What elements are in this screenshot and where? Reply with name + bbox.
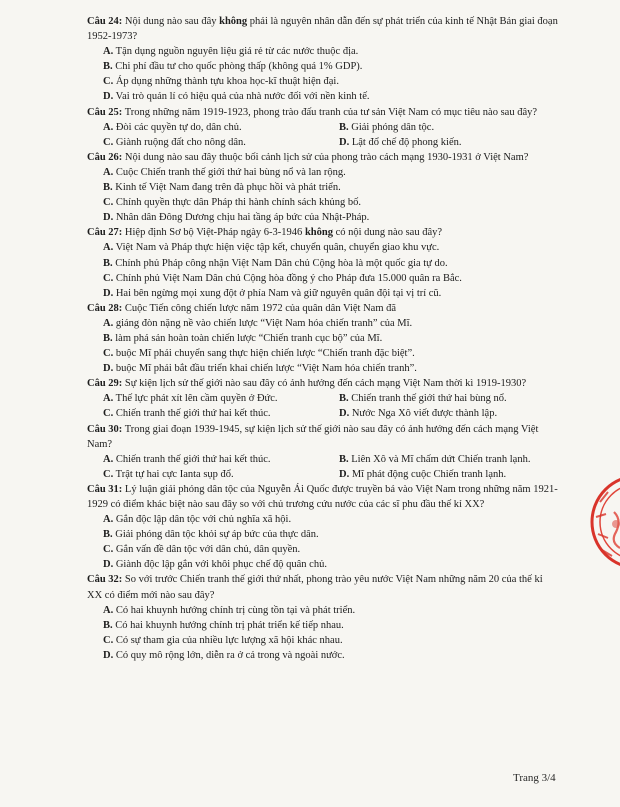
option-text: Đòi các quyền tự do, dân chủ. — [113, 121, 242, 133]
option-row — [87, 406, 559, 421]
answer-option — [87, 542, 559, 557]
answer-option — [87, 361, 559, 376]
answer-option — [87, 467, 323, 482]
option-row — [87, 135, 559, 150]
option-text: Gắn độc lập dân tộc với chủ nghĩa xã hội. — [113, 514, 292, 526]
option-text: Liên Xô và Mĩ chấm dứt Chiến tranh lạnh. — [348, 453, 531, 465]
answer-option — [87, 618, 559, 633]
question-number: Câu 25: — [87, 106, 123, 118]
option-text: Chính phủ Pháp công nhận Việt Nam Dân chủ Cộng hòa là một quốc gia tự do. — [112, 257, 448, 269]
option-text: Việt Nam và Pháp thực hiện việc tập kết, chuyển quân, chuyển giao khu vực. — [113, 242, 440, 254]
answer-option — [323, 391, 559, 406]
answer-option — [87, 557, 559, 572]
option-text: Kinh tế Việt Nam đang trên đà phục hồi và phát triển. — [112, 182, 341, 194]
option-letter: B. — [339, 393, 349, 405]
answer-option — [87, 271, 559, 286]
answer-option — [323, 135, 559, 150]
option-text: Giành ruộng đất cho nông dân. — [113, 136, 246, 148]
emphasis-text: không — [219, 16, 248, 27]
red-seal-stamp — [586, 462, 620, 582]
question-text: Lý luận giải phóng dân tộc của Nguyễn Ái Quốc được truyền bá vào Việt Nam trong những năm 1921-1929 có điểm khác biệt nào sau đây so với chủ trương cứu nước của các sĩ phu đầu thế kỉ XX? — [87, 483, 558, 510]
question-number: Câu 31: — [87, 483, 123, 495]
answer-option — [323, 406, 559, 421]
option-letter: D. — [103, 559, 114, 571]
option-letter: C. — [103, 272, 114, 284]
answer-option — [323, 467, 559, 482]
answer-option — [87, 180, 559, 195]
question-text: có nội dung nào sau đây? — [332, 227, 443, 239]
option-text: Nước Nga Xô viết được thành lập. — [349, 408, 498, 420]
option-letter: A. — [103, 317, 114, 329]
seal-graphic — [586, 462, 620, 582]
answer-options — [87, 452, 559, 482]
question-stem — [87, 14, 559, 44]
option-text: Giành độc lập gắn với khôi phục chế độ quân chủ. — [113, 559, 327, 571]
answer-options — [87, 316, 559, 376]
question-32 — [87, 572, 559, 663]
answer-options — [87, 603, 559, 663]
question-stem — [87, 225, 559, 240]
answer-option — [87, 59, 559, 74]
option-letter: D. — [339, 136, 350, 148]
option-text: buộc Mĩ phải bắt đầu triển khai chiến lược “Việt Nam hóa chiến tranh”. — [113, 363, 417, 375]
question-25 — [87, 105, 559, 150]
option-text: Có hai khuynh hướng chính trị cùng tồn tại và phát triển. — [113, 604, 356, 616]
answer-option — [87, 527, 559, 542]
option-letter: B. — [339, 453, 349, 465]
question-text: Sự kiện lịch sử thế giới nào sau đây có ảnh hưởng đến cách mạng Việt Nam thời kì 1919-1930? — [122, 378, 527, 390]
option-letter: C. — [103, 408, 114, 420]
answer-option — [87, 633, 559, 648]
option-text: Giải phóng dân tộc khỏi sự áp bức của thực dân. — [112, 529, 319, 541]
answer-options — [87, 512, 559, 572]
option-letter: B. — [103, 182, 113, 194]
option-text: Cuộc Chiến tranh thế giới thứ hai bùng nổ và lan rộng. — [113, 166, 346, 178]
question-text: Hiệp định Sơ bộ Việt-Pháp ngày 6-3-1946 — [122, 227, 305, 239]
option-letter: B. — [103, 332, 113, 344]
question-stem — [87, 482, 559, 512]
answer-option — [87, 135, 323, 150]
answer-option — [87, 256, 559, 271]
question-27 — [87, 225, 559, 300]
question-text: Trong những năm 1919-1923, phong trào đấu tranh của tư sản Việt Nam có mục tiêu nào sau đây? — [122, 106, 538, 118]
answer-option — [323, 120, 559, 135]
option-text: Chính phủ Việt Nam Dân chủ Cộng hòa đồng ý cho Pháp đưa 15.000 quân ra Bắc. — [113, 272, 462, 284]
question-30 — [87, 422, 559, 482]
question-28 — [87, 301, 559, 376]
option-text: Có quy mô rộng lớn, diễn ra ở cả trong và ngoài nước. — [113, 649, 345, 661]
answer-options — [87, 240, 559, 300]
question-text: Nội dung nào sau đây thuộc bối cảnh lịch sử của phong trào cách mạng 1930-1931 ở Việt Nam? — [122, 151, 529, 163]
option-text: Giải phóng dân tộc. — [348, 121, 435, 133]
answer-options — [87, 391, 559, 421]
option-text: Chiến tranh thế giới thứ hai kết thúc. — [113, 408, 271, 420]
option-letter: B. — [103, 619, 113, 631]
option-letter: C. — [103, 544, 114, 556]
option-text: Trật tự hai cực Ianta sụp đổ. — [113, 468, 234, 480]
question-text: phải là nguyên nhân dẫn đến sự phát triển của kinh tế Nhật Bản giai đoạn 1952-1973? — [87, 16, 558, 43]
option-letter: A. — [103, 166, 114, 178]
option-letter: C. — [103, 634, 114, 646]
question-stem — [87, 301, 559, 316]
option-text: Chiến tranh thế giới thứ hai kết thúc. — [113, 453, 271, 465]
answer-options — [87, 44, 559, 104]
option-letter: A. — [103, 514, 114, 526]
option-text: làm phá sản hoàn toàn chiến lược “Chiến tranh cục bộ” của Mĩ. — [112, 332, 383, 344]
answer-option — [323, 452, 559, 467]
option-text: Chi phí đầu tư cho quốc phòng thấp (không quá 1% GDP). — [112, 61, 363, 73]
question-number: Câu 26: — [87, 151, 123, 163]
option-text: Mĩ phát động cuộc Chiến tranh lạnh. — [349, 468, 507, 480]
answer-option — [87, 286, 559, 301]
answer-options — [87, 120, 559, 150]
question-number: Câu 32: — [87, 574, 123, 586]
answer-option — [87, 165, 559, 180]
question-text: Nội dung nào sau đây — [122, 16, 220, 27]
option-row — [87, 467, 559, 482]
option-text: Gắn vấn đề dân tộc với dân chủ, dân quyền. — [113, 544, 301, 556]
question-text: So với trước Chiến tranh thế giới thứ nhất, phong trào yêu nước Việt Nam những năm 20 của thế kỉ XX có điểm mới nào sau đây? — [87, 574, 543, 601]
option-letter: B. — [103, 61, 113, 73]
option-text: Lật đổ chế độ phong kiến. — [349, 136, 462, 148]
answer-option — [87, 331, 559, 346]
option-text: Chiến tranh thế giới thứ hai bùng nổ. — [348, 393, 507, 405]
answer-option — [87, 44, 559, 59]
question-number: Câu 29: — [87, 378, 123, 390]
option-letter: C. — [103, 348, 114, 360]
answer-options — [87, 165, 559, 225]
option-text: Tận dụng nguồn nguyên liệu giá rẻ từ các nước thuộc địa. — [113, 46, 359, 58]
option-text: Có hai khuynh hướng chính trị phát triển kế tiếp nhau. — [112, 619, 344, 631]
option-letter: B. — [103, 257, 113, 269]
option-row — [87, 120, 559, 135]
question-stem — [87, 422, 559, 452]
option-row — [87, 452, 559, 467]
answer-option — [87, 603, 559, 618]
answer-option — [87, 648, 559, 663]
question-text: Cuộc Tiến công chiến lược năm 1972 của quân dân Việt Nam đã — [122, 302, 397, 314]
answer-option — [87, 316, 559, 331]
question-stem — [87, 105, 559, 120]
answer-option — [87, 391, 323, 406]
question-stem — [87, 150, 559, 165]
option-letter: D. — [103, 212, 114, 224]
option-text: Vai trò quản lí có hiệu quả của nhà nước đối với nền kinh tế. — [113, 91, 370, 103]
answer-option — [87, 512, 559, 527]
question-text: Trong giai đoạn 1939-1945, sự kiện lịch sử thế giới nào sau đây có ảnh hưởng đến cách mạng Việt Nam? — [87, 423, 539, 450]
option-letter: D. — [103, 287, 114, 299]
option-letter: A. — [103, 121, 114, 133]
option-letter: A. — [103, 242, 114, 254]
option-letter: A. — [103, 453, 114, 465]
option-letter: C. — [103, 76, 114, 88]
question-31 — [87, 482, 559, 573]
option-text: buộc Mĩ phải chuyển sang thực hiện chiến lược “Chiến tranh đặc biệt”. — [113, 348, 415, 360]
option-letter: C. — [103, 197, 114, 209]
option-letter: D. — [103, 649, 114, 661]
option-letter: A. — [103, 604, 114, 616]
option-letter: D. — [103, 363, 114, 375]
option-letter: D. — [339, 408, 350, 420]
answer-option — [87, 210, 559, 225]
option-letter: B. — [103, 529, 113, 541]
answer-option — [87, 120, 323, 135]
question-26 — [87, 150, 559, 225]
option-text: Chính quyền thực dân Pháp thi hành chính sách khủng bố. — [113, 197, 361, 209]
option-letter: A. — [103, 46, 114, 58]
option-text: Áp dụng những thành tựu khoa học-kĩ thuật hiện đại. — [113, 76, 339, 88]
answer-option — [87, 346, 559, 361]
option-row — [87, 391, 559, 406]
option-text: Có sự tham gia của nhiều lực lượng xã hội khác nhau. — [113, 634, 343, 646]
answer-option — [87, 74, 559, 89]
answer-option — [87, 406, 323, 421]
option-letter: C. — [103, 468, 114, 480]
question-24 — [87, 14, 559, 105]
question-stem — [87, 572, 559, 602]
option-text: giáng đòn nặng nề vào chiến lược “Việt Nam hóa chiến tranh” của Mĩ. — [113, 317, 413, 329]
question-29 — [87, 376, 559, 421]
option-letter: A. — [103, 393, 114, 405]
answer-option — [87, 89, 559, 104]
question-number: Câu 28: — [87, 302, 123, 314]
answer-option — [87, 452, 323, 467]
question-number: Câu 24: — [87, 16, 123, 27]
option-letter: D. — [339, 468, 350, 480]
option-text: Hai bên ngừng mọi xung đột ở phía Nam và giữ nguyên quân đội tại vị trí cũ. — [113, 287, 442, 299]
emphasis-text: không — [304, 227, 333, 239]
option-letter: D. — [103, 91, 114, 103]
question-number: Câu 27: — [87, 227, 123, 239]
option-text: Thế lực phát xít lên cầm quyền ở Đức. — [113, 393, 278, 405]
page-number: Trang 3/4 — [513, 772, 556, 784]
exam-page-content — [87, 14, 559, 663]
option-text: Nhân dân Đông Dương chịu hai tầng áp bức của Nhật-Pháp. — [113, 212, 370, 224]
option-letter: B. — [339, 121, 349, 133]
answer-option — [87, 195, 559, 210]
answer-option — [87, 240, 559, 255]
option-letter: C. — [103, 136, 114, 148]
question-number: Câu 30: — [87, 423, 123, 435]
question-stem — [87, 376, 559, 391]
